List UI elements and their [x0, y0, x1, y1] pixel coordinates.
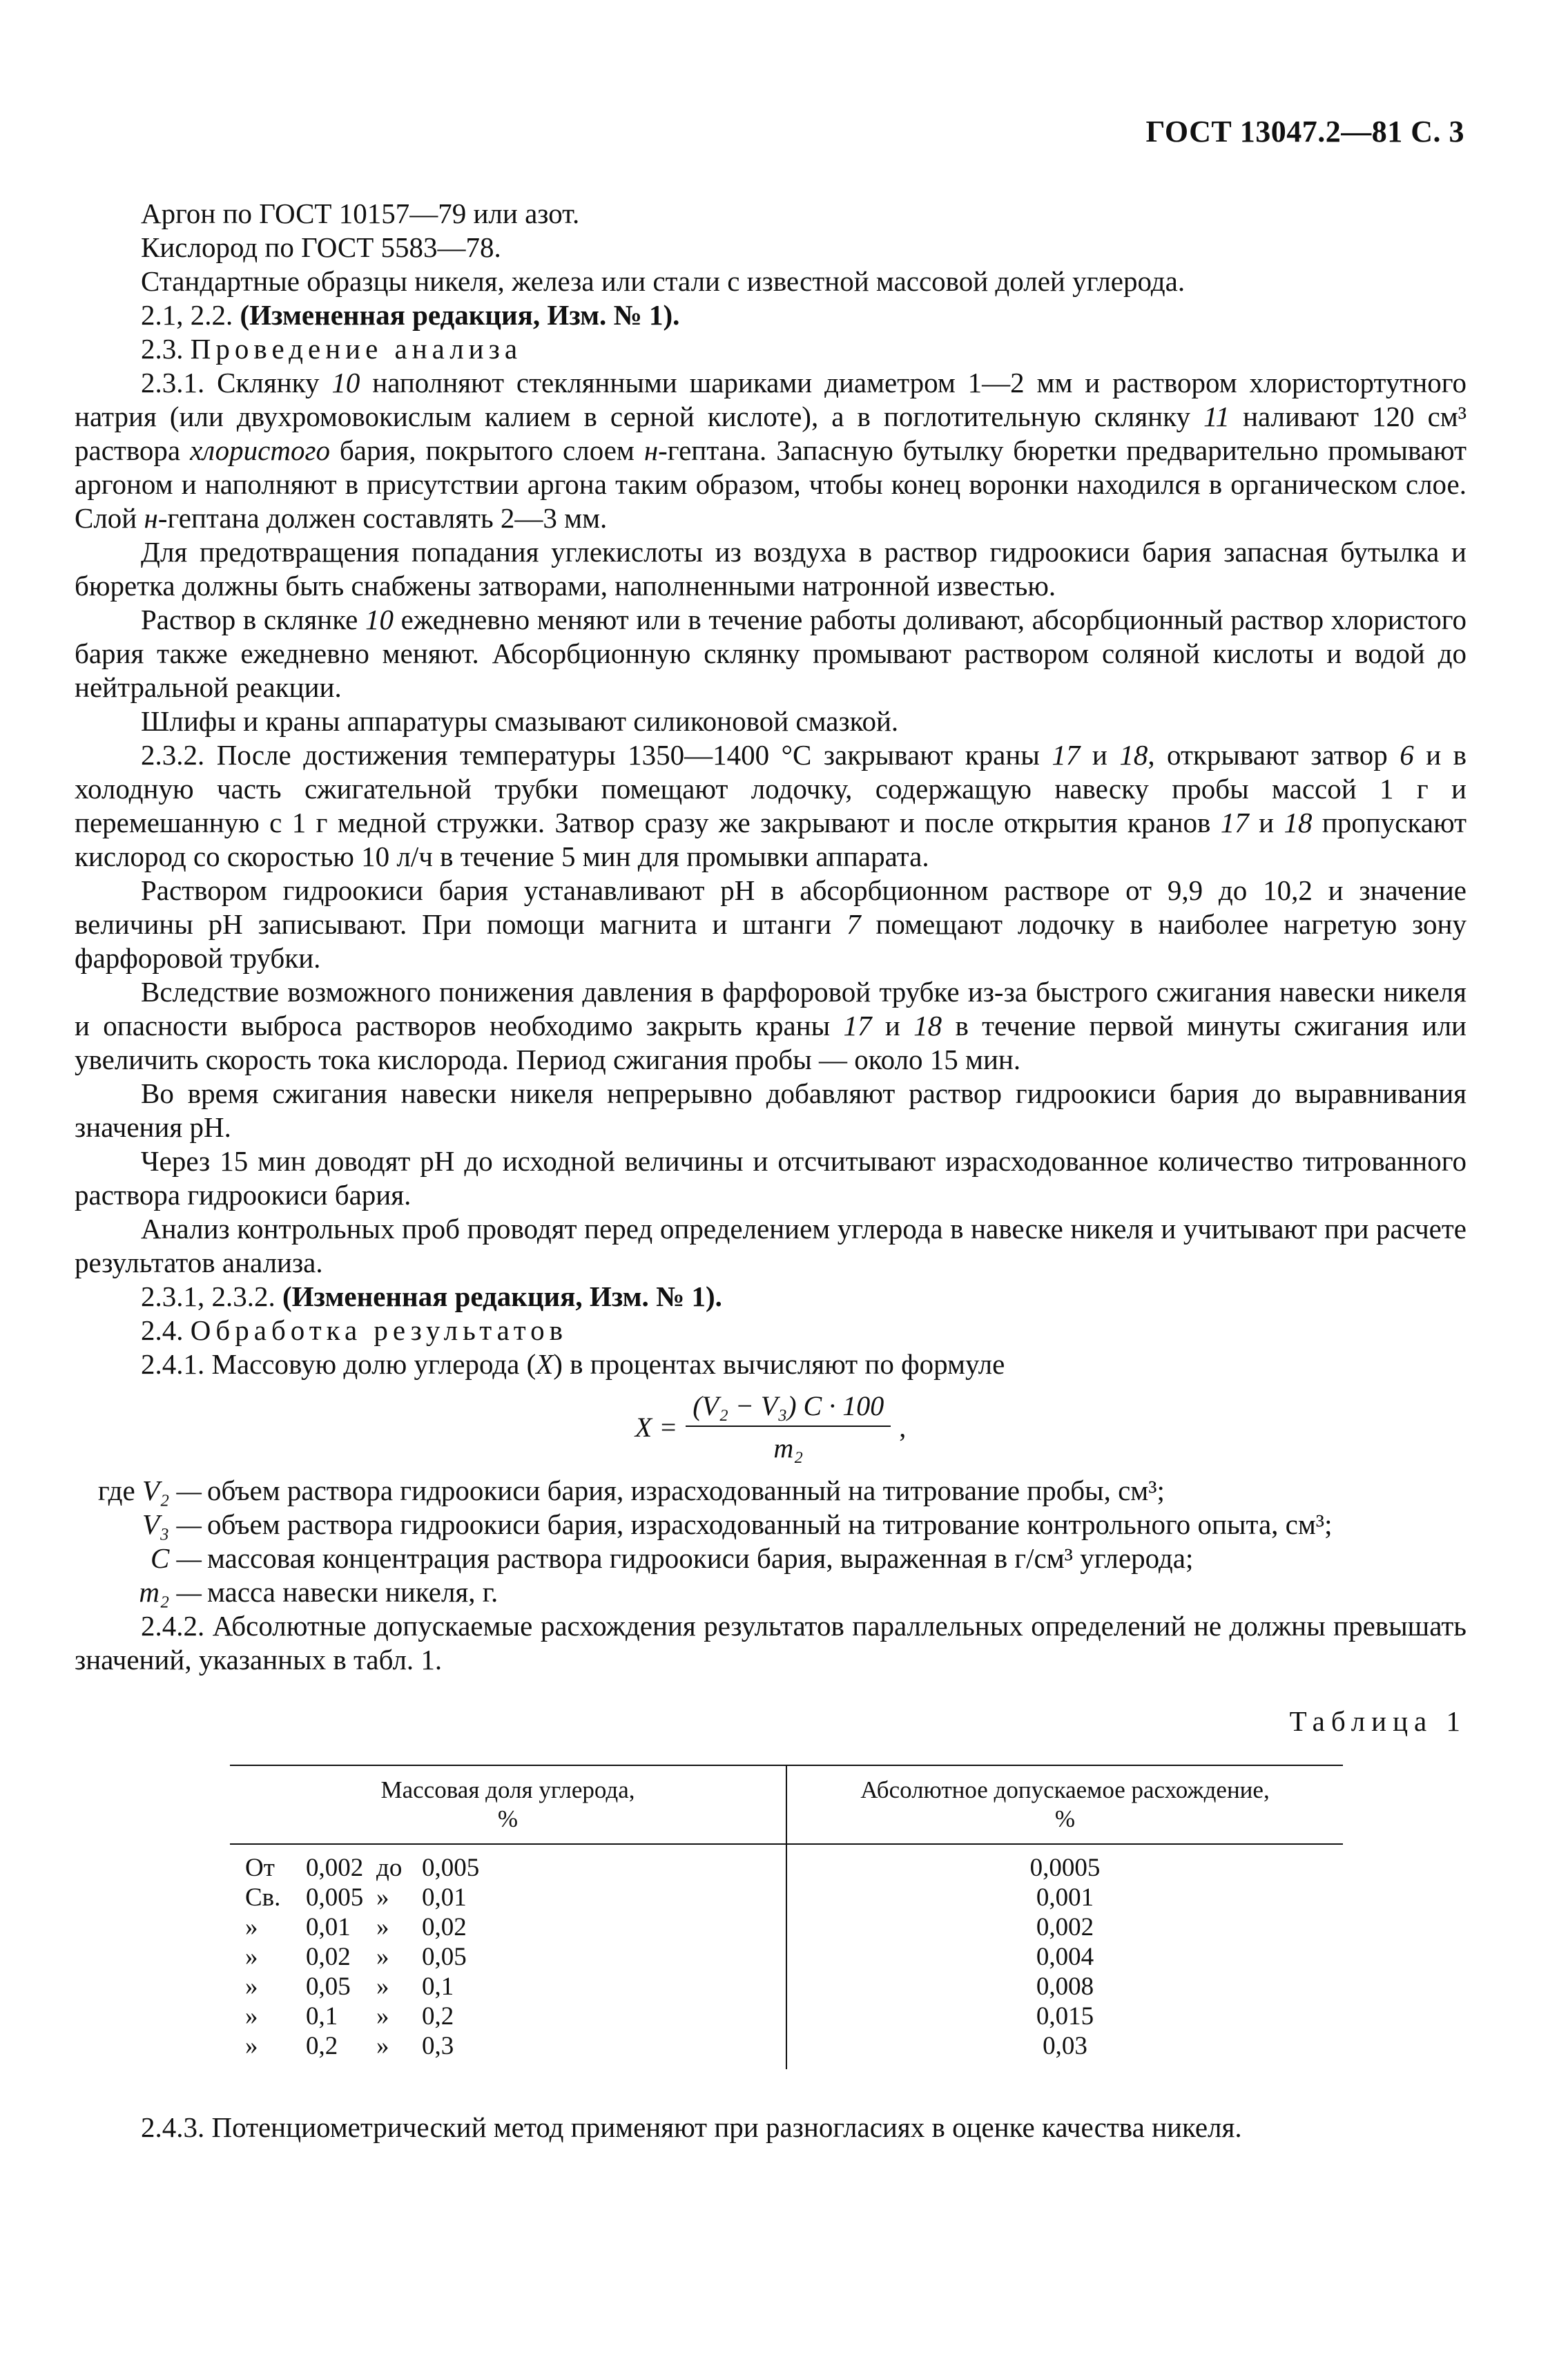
paragraph-2-3-1: 2.3.1. Склянку 10 наполняют стеклянными шариками диаметром 1—2 мм и раствором хлористортутного натрия (или двухромовокислым калием в серной кислоте), а в поглотительную склянку 11 наливают 120 см³ раствора хлористого бария, покрытого слоем н-гептана. Запасную бутылку бюретки предварительно промывают аргоном и наполняют в присутствии аргона таким образом, чтобы конец воронки находился в органическом слое. Слой н-гептана должен составлять 2—3 мм. [75, 367, 1467, 534]
table-caption: Таблица 1 [1289, 1705, 1467, 1737]
section-title: Обработка результатов [190, 1314, 568, 1346]
paragraph-during: Во время сжигания навески никеля непрерывно добавляют раствор гидроокиси бария до выравнивания значения рН. [75, 1077, 1467, 1143]
section-heading [75, 1314, 1467, 1347]
section-title: Проведение анализа [190, 333, 523, 365]
legend-item: V₃ — объем раствора гидроокиси бария, израсходованный на титрование контрольного опыта, см³; [142, 1508, 1333, 1540]
formula-fraction [686, 1389, 891, 1465]
table-row: » 0,2 » 0,3 0,03 [230, 2031, 1343, 2069]
paragraph-2-3-2: 2.3.2. После достижения температуры 1350—1400 °С закрывают краны 17 и 18, открывают затвор 6 и в холодную часть сжигательной трубки помещают лодочку, содержащую навеску пробы массой 1 г и перемешанную с 1 г медной стружки. Затвор сразу же закрывают и после открытия кранов 17 и 18 пропускают кислород со скоростью 10 л/ч в течение 5 мин для промывки аппарата. [75, 739, 1467, 872]
paragraph-pressure: Вследствие возможного понижения давления в фарфоровой трубке из-за быстрого сжигания навески никеля и опасности выброса растворов необходимо закрыть краны 17 и 18 в течение первой минуты сжигания или увеличить скорость тока кислорода. Период сжигания пробы — около 15 мин. [75, 976, 1467, 1075]
section-heading [75, 332, 1467, 366]
column-header-carbon: Массовая доля углерода, % [230, 1765, 786, 1844]
paragraph-co2: Для предотвращения попадания углекислоты из воздуха в раствор гидроокиси бария запасная бутылка и бюретка должны быть снабжены затворами, наполненными натронной известью. [75, 536, 1467, 602]
formula-legend [75, 1474, 1467, 1609]
legend-item: m₂ — масса навески никеля, г. [139, 1576, 499, 1608]
reagent-standards: Стандартные образцы никеля, железа или стали с известной массовой долей углерода. [141, 265, 1185, 297]
column-header-tolerance: Абсолютное допускаемое расхождение, % [786, 1765, 1343, 1844]
section-number: 2.4. [141, 1314, 184, 1346]
edit-note [75, 298, 1467, 332]
table-row: » 0,1 » 0,2 0,015 [230, 2002, 1343, 2031]
edit-note-numbers: 2.3.1, 2.3.2. [141, 1280, 275, 1312]
reagent-argon: Аргон по ГОСТ 10157—79 или азот. [141, 198, 580, 229]
formula [75, 1385, 1467, 1468]
legend-item: где V₂ — объем раствора гидроокиси бария, израсходованный на титрование пробы, см³; [97, 1475, 1165, 1506]
table-header-row [230, 1765, 1343, 1844]
table-row: » 0,01 » 0,02 0,002 [230, 1912, 1343, 1942]
table-row: Св. 0,005 » 0,01 0,001 [230, 1883, 1343, 1912]
page-header: ГОСТ 13047.2—81 С. 3 [1145, 115, 1464, 148]
table-row: » 0,02 » 0,05 0,004 [230, 1942, 1343, 1972]
section-number: 2.3. [141, 333, 184, 365]
document-body [75, 197, 1467, 2144]
paragraph-2-4-1: 2.4.1. Массовую долю углерода (X) в процентах вычисляют по формуле [141, 1348, 1005, 1380]
paragraph-control: Анализ контрольных проб проводят перед определением углерода в навеске никеля и учитывают при расчете результатов анализа. [75, 1213, 1467, 1278]
legend-item: C — массовая концентрация раствора гидроокиси бария, выраженная в г/см³ углерода; [150, 1542, 1194, 1574]
edit-note-numbers: 2.1, 2.2. [141, 299, 233, 331]
tolerance-table [230, 1765, 1343, 2069]
paragraph-2-4-3: 2.4.3. Потенциометрический метод применяют при разногласиях в оценке качества никеля. [141, 2111, 1242, 2143]
table-row: От 0,002 до 0,005 0,0005 [230, 1844, 1343, 1883]
paragraph-after: Через 15 мин доводят рН до исходной величины и отсчитывают израсходованное количество титрованного раствора гидроокиси бария. [75, 1145, 1467, 1211]
reagent-oxygen: Кислород по ГОСТ 5583—78. [141, 231, 501, 263]
formula-denominator: m₂ [773, 1432, 804, 1463]
formula-lhs: X = [635, 1411, 678, 1443]
formula-numerator: (V₂ − V₃) C · 100 [686, 1389, 891, 1427]
table-row: » 0,05 » 0,1 0,008 [230, 1972, 1343, 2002]
paragraph-2-4-2: 2.4.2. Абсолютные допускаемые расхождения результатов параллельных определений не должны превышать значений, указанных в табл. 1. [75, 1610, 1467, 1676]
paragraph-grease: Шлифы и краны аппаратуры смазывают силиконовой смазкой. [141, 705, 899, 737]
formula-tail: , [899, 1411, 907, 1443]
paragraph-ph: Раствором гидроокиси бария устанавливают рН в абсорбционном растворе от 9,9 до 10,2 и значение величины рН записывают. При помощи магнита и штанги 7 помещают лодочку в наиболее нагретую зону фарфоровой трубки. [75, 874, 1467, 974]
edit-note-text: (Измененная редакция, Изм. № 1). [240, 299, 680, 331]
edit-note-text: (Измененная редакция, Изм. № 1). [282, 1280, 722, 1312]
paragraph-solution: Раствор в склянке 10 ежедневно меняют или в течение работы доливают, абсорбционный раствор хлористого бария также ежедневно меняют. Абсорбционную склянку промывают раствором соляной кислоты и водой до нейтральной реакции. [75, 604, 1467, 703]
edit-note [75, 1280, 1467, 1314]
